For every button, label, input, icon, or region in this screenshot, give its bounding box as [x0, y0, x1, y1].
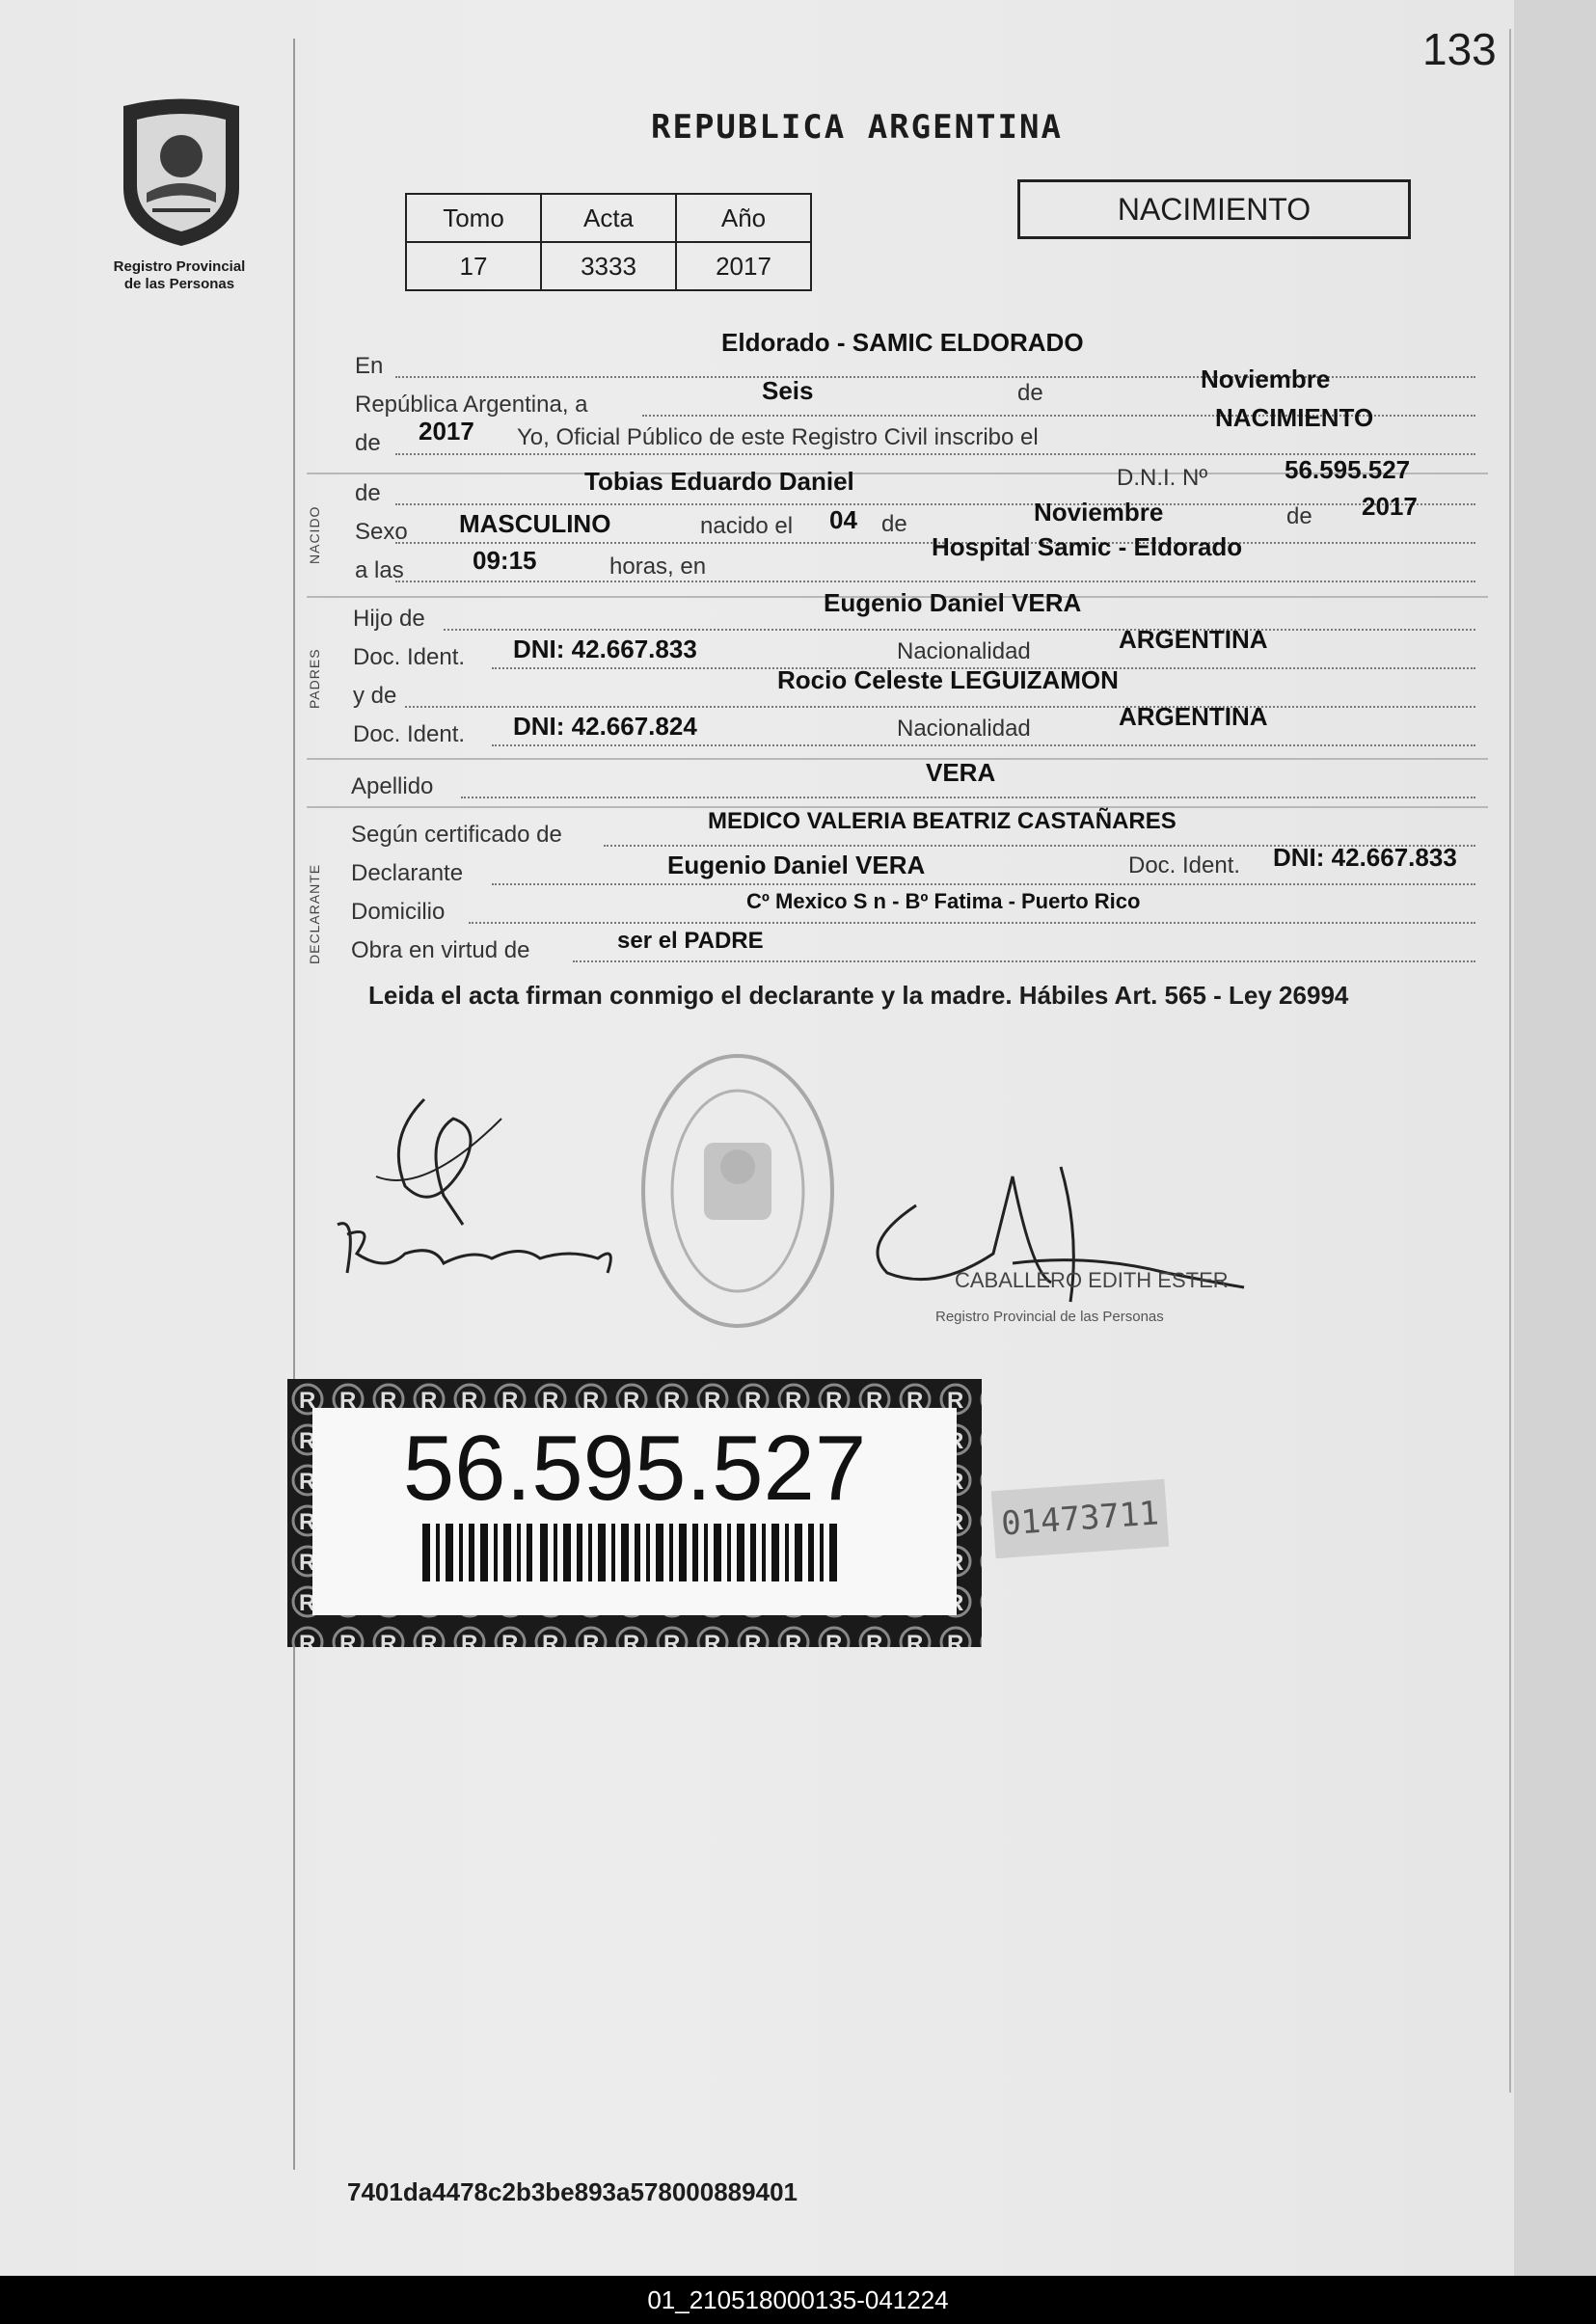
domicilio-value: Cº Mexico S n - Bº Fatima - Puerto Rico: [746, 889, 1141, 913]
dotted-line: [492, 744, 1475, 746]
dotted-line: [492, 883, 1475, 885]
child-dni-value: 56.595.527: [1285, 455, 1411, 484]
mother-name-value: Rocio Celeste LEGUIZAMON: [777, 665, 1119, 694]
birth-day-value: 04: [829, 505, 857, 534]
birth-month-value: Noviembre: [1034, 498, 1164, 527]
hijo-de-label: Hijo de: [353, 606, 425, 632]
document-hash: 7401da4478c2b3be893a578000889401: [347, 2177, 798, 2206]
act-type-box: NACIMIENTO: [1017, 179, 1411, 239]
margin-line: [293, 39, 295, 2170]
dotted-line: [573, 960, 1475, 962]
a-las-label: a las: [355, 557, 404, 583]
declarante-section-label: DECLARANTE: [307, 863, 322, 964]
registry-name: [77, 258, 282, 293]
document-title: REPUBLICA ARGENTINA: [651, 108, 1063, 147]
day-words-value: Seis: [762, 376, 814, 405]
certificado-value: MEDICO VALERIA BEATRIZ CASTAÑARES: [708, 808, 1177, 834]
dotted-line: [444, 629, 1475, 631]
certificado-label: Según certificado de: [351, 822, 562, 848]
father-doc-value: DNI: 42.667.833: [513, 635, 697, 663]
registry-name-line1: Registro Provincial: [113, 258, 246, 275]
declarante-name-value: Eugenio Daniel VERA: [667, 851, 926, 879]
birth-de-year-label: de: [1286, 503, 1312, 529]
obra-label: Obra en virtud de: [351, 937, 530, 963]
dotted-line: [395, 503, 1475, 505]
horas-en-label: horas, en: [609, 554, 707, 580]
nacido-el-label: nacido el: [700, 513, 794, 539]
declarante-doc-value: DNI: 42.667.833: [1273, 843, 1457, 872]
dotted-line: [405, 706, 1475, 708]
place-value: Eldorado - SAMIC ELDORADO: [721, 328, 1084, 357]
birth-year-value: 2017: [1362, 492, 1418, 521]
father-nationality-label: Nacionalidad: [897, 638, 1031, 664]
sexo-label: Sexo: [355, 519, 408, 545]
registry-name-line2: de las Personas: [123, 276, 235, 292]
dotted-line: [395, 581, 1475, 582]
en-label: En: [355, 353, 384, 379]
signatures: [318, 1080, 1340, 1389]
mother-doc-label: Doc. Ident.: [353, 721, 466, 747]
apellido-label: Apellido: [351, 773, 434, 799]
officer-stamp-sub: Registro Provincial de las Personas: [935, 1309, 1164, 1325]
nacido-de-label: de: [355, 480, 381, 506]
sexo-value: MASCULINO: [459, 509, 611, 538]
declarante-doc-label: Doc. Ident.: [1128, 852, 1241, 878]
page-edge: [1514, 0, 1596, 2276]
obra-value: ser el PADRE: [617, 928, 764, 954]
acta-value: 3333: [541, 242, 676, 290]
anio-value: 2017: [676, 242, 811, 290]
republica-label: República Argentina, a: [355, 392, 588, 418]
dotted-line: [461, 797, 1475, 798]
coat-of-arms-emblem: [104, 96, 258, 251]
barcode-label: [287, 1379, 982, 1647]
barcode-number: 56.595.527: [402, 1417, 867, 1520]
declarante-label: Declarante: [351, 860, 464, 886]
apellido-value: VERA: [926, 758, 996, 787]
nacido-section-label: NACIDO: [307, 505, 322, 564]
page-number: 133: [1422, 24, 1497, 74]
month-value: Noviembre: [1201, 365, 1331, 393]
dotted-line: [469, 922, 1475, 924]
officer-stamp-name: CABALLERO EDITH ESTER: [955, 1268, 1229, 1292]
tomo-header: Tomo: [406, 194, 541, 242]
footer-id: 01_210518000135-041224: [0, 2276, 1596, 2324]
year-value: 2017: [419, 417, 474, 446]
child-name-value: Tobias Eduardo Daniel: [584, 467, 854, 496]
father-name-value: Eugenio Daniel VERA: [824, 588, 1082, 617]
reference-stamp: 01473711: [991, 1479, 1169, 1558]
father-doc-label: Doc. Ident.: [353, 644, 466, 670]
mother-nationality-label: Nacionalidad: [897, 716, 1031, 742]
father-nationality-value: ARGENTINA: [1119, 625, 1268, 654]
closing-statement: Leida el acta firman conmigo el declarante y la madre. Hábiles Art. 565 - Ley 26994: [368, 981, 1349, 1010]
mother-doc-value: DNI: 42.667.824: [513, 712, 697, 741]
act-kind-value: NACIMIENTO: [1215, 403, 1374, 432]
padres-section-label: PADRES: [307, 648, 322, 709]
officer-text: Yo, Oficial Público de este Registro Civil inscribo el: [517, 424, 1039, 450]
mother-nationality-value: ARGENTINA: [1119, 702, 1268, 731]
de-year-label: de: [355, 430, 381, 456]
acta-header: Acta: [541, 194, 676, 242]
anio-header: Año: [676, 194, 811, 242]
de-label: de: [1017, 380, 1043, 406]
y-de-label: y de: [353, 683, 397, 709]
dni-label: D.N.I. Nº: [1117, 465, 1208, 491]
domicilio-label: Domicilio: [351, 899, 446, 925]
tomo-value: 17: [406, 242, 541, 290]
birth-place-value: Hospital Samic - Eldorado: [932, 532, 1243, 561]
registry-table: [405, 193, 812, 291]
section-divider: [307, 758, 1488, 760]
right-margin-line: [1509, 29, 1511, 2093]
birth-time-value: 09:15: [473, 546, 537, 575]
birth-de-label: de: [881, 511, 907, 537]
